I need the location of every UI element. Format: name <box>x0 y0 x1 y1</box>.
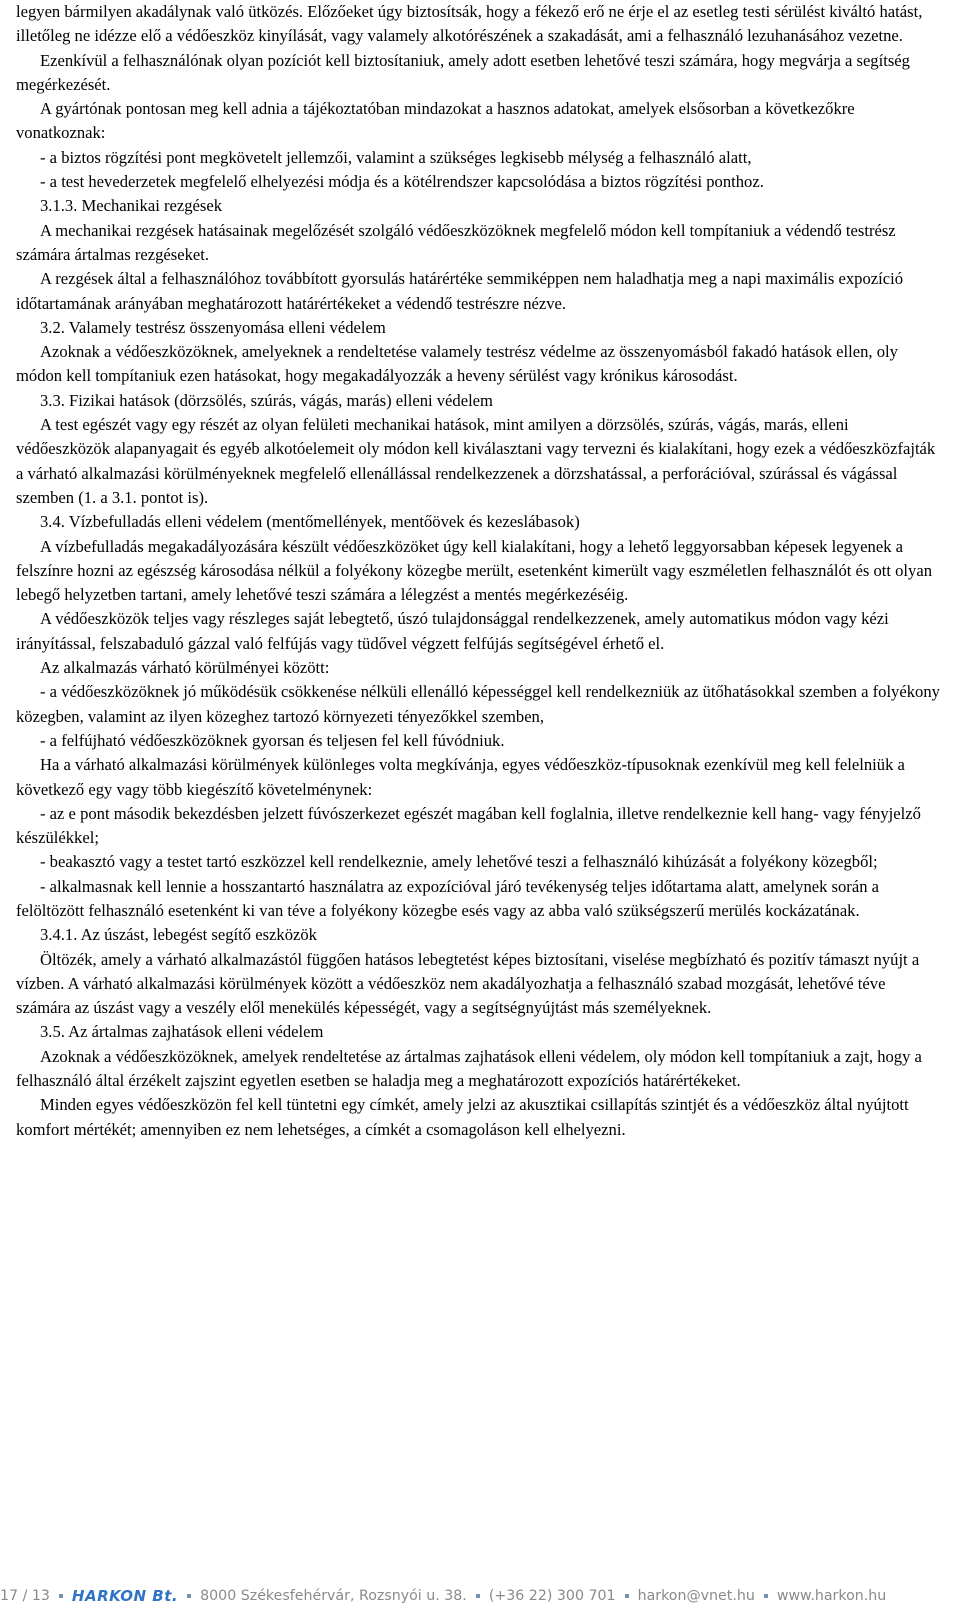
paragraph: - a biztos rögzítési pont megkövetelt jellemzői, valamint a szükséges legkisebb mélység a felhasználó alatt, <box>40 147 752 167</box>
paragraph: A test egészét vagy egy részét az olyan felületi mechanikai hatások, mint amilyen a dörzsölés, szúrás, vágás, marás, elleni védőeszközök alapanyagait és egyéb alkotóelemeit oly módon kell kiválasztani vagy tervezni és kialakítani, hogy ezek a védőeszközfajták a várható alkalmazási körülményeknek megfelelő ellenállással rendelkezzenek a dörzshatással, a perforációval, szúrással és vágással szemben (1. a 3.1. pontot is). <box>16 415 936 507</box>
separator-square-icon <box>764 1594 768 1598</box>
paragraph: Az alkalmazás várható körülményei között: <box>40 658 330 678</box>
company-address: 8000 Székesfehérvár, Rozsnyói u. 38. <box>200 1588 467 1604</box>
separator-square-icon <box>59 1594 63 1598</box>
separator-square-icon <box>625 1594 629 1598</box>
paragraph: A vízbefulladás megakadályozására készült védőeszközöket úgy kell kialakítani, hogy a lehető leggyorsabban képesek legyenek a felszínre hozni az egészség károsodása nélkül a folyékony közegbe merült, esetenként kimerült vagy eszméletlen felhasználót és ott olyan lebegő helyzetben tartani, amely lehetővé teszi számára a lélegzést a mentés megérkezéséig. <box>16 536 933 605</box>
paragraph: 3.4.1. Az úszást, lebegést segítő eszközök <box>40 925 317 945</box>
paragraph: A védőeszközök teljes vagy részleges saját lebegtető, úszó tulajdonsággal rendelkezzenek, amely automatikus módon vagy kézi irányítással, felszabaduló gázzal való felfújás vagy tüdővel végzett felfújás segítségével érhető el. <box>16 609 889 653</box>
paragraph: - beakasztó vagy a testet tartó eszközzel kell rendelkeznie, amely lehetővé teszi a felhasználó kihúzását a folyékony közegből; <box>40 852 878 872</box>
paragraph: - az e pont második bekezdésben jelzett fúvószerkezet egészét magában kell foglalnia, illetve rendelkeznie kell hang- vagy fényjelző készülékkel; <box>16 803 921 848</box>
company-email[interactable]: harkon@vnet.hu <box>637 1588 755 1604</box>
paragraph: 3.5. Az ártalmas zajhatások elleni védelem <box>40 1022 324 1042</box>
paragraph: 3.3. Fizikai hatások (dörzsölés, szúrás, vágás, marás) elleni védelem <box>40 390 493 410</box>
paragraph: - a test hevederzetek megfelelő elhelyezési módja és a kötélrendszer kapcsolódása a biztos rögzítési ponthoz. <box>40 172 764 192</box>
paragraph: - a védőeszközöknek jó működésük csökkenése nélküli ellenálló képességgel kell rendelkezniük az ütőhatásokkal szemben a folyékony közegben, valamint az ilyen közeghez tartozó környezeti tényezőkkel szemben, <box>16 682 940 726</box>
paragraph: Ha a várható alkalmazási körülmények különleges volta megkívánja, egyes védőeszköz-típusoknak ezenkívül meg kell felelniük a következő egy vagy több kiegészítő követelménynek: <box>16 755 905 799</box>
paragraph: Öltözék, amely a várható alkalmazástól függően hatásos lebegtetést képes biztosítani, viselése megbízható és pozitív támaszt nyújt a vízben. A várható alkalmazási körülmények között a védőeszköz nem akadályozhatja a felhasználó szabad mozgását, lehetővé téve számára az úszást vagy a veszély elől menekülés képességét, vagy a segítségnyújtást más személyeknek. <box>16 949 920 1018</box>
paragraph: A gyártónak pontosan meg kell adnia a tájékoztatóban mindazokat a hasznos adatokat, amelyek elsősorban a következőkre vonatkoznak: <box>16 99 855 143</box>
page-footer <box>0 1584 960 1608</box>
paragraph: - a felfújható védőeszközöknek gyorsan és teljesen fel kell fúvódniuk. <box>40 730 505 750</box>
company-phone: (+36 22) 300 701 <box>488 1588 616 1604</box>
separator-square-icon <box>476 1594 480 1598</box>
paragraph: 3.4. Vízbefulladás elleni védelem (mentőmellények, mentőövek és kezeslábasok) <box>40 512 580 532</box>
paragraph: Ezenkívül a felhasználónak olyan pozíciót kell biztosítaniuk, amely adott esetben lehetővé teszi számára, hogy megvárja a segítség megérkezését. <box>16 50 910 94</box>
paragraph: 3.1.3. Mechanikai rezgések <box>40 196 222 216</box>
paragraph: Minden egyes védőeszközön fel kell tüntetni egy címkét, amely jelzi az akusztikai csillapítás szintjét és a védőeszköz által nyújtott komfort mértékét; amennyiben ez nem lehetséges, a címkét a csomagoláson kell elhelyezni. <box>16 1095 909 1139</box>
page-number: 17 / 13 <box>0 1588 50 1604</box>
paragraph: 3.2. Valamely testrész összenyomása elleni védelem <box>40 317 386 337</box>
paragraph: A mechanikai rezgések hatásainak megelőzését szolgáló védőeszközöknek megfelelő módon kell tompítaniuk a védendő testrész számára ártalmas rezgéseket. <box>16 220 896 264</box>
paragraph: Azoknak a védőeszközöknek, amelyeknek a rendeltetése valamely testrész védelme az összenyomásból fakadó hatások ellen, oly módon kell tompítaniuk ezen hatásokat, hogy megakadályozzák a heveny sérülést vagy krónikus károsodást. <box>16 342 898 386</box>
paragraph: - alkalmasnak kell lennie a hosszantartó használatra az expozícióval járó tevékenység teljes időtartama alatt, amelynek során a felöltözött felhasználó esetenként ki van téve a folyékony közegbe esés vagy az abba való szükségszerű merülés kockázatának. <box>16 876 880 920</box>
company-logo: HARKON Bt. <box>71 1587 179 1605</box>
paragraph: Azoknak a védőeszközöknek, amelyek rendeltetése az ártalmas zajhatások elleni védelem, oly módon kell tompítaniuk a zajt, hogy a felhasználó által érzékelt zajszint egyetlen esetben se haladja meg a meghatározott expozíciós határértékeket. <box>16 1046 922 1091</box>
paragraph: A rezgések által a felhasználóhoz továbbított gyorsulás határértéke semmiképpen nem haladhatja meg a napi maximális expozíció időtartamának arányában meghatározott határértékeket a védendő testrészre nézve. <box>16 269 904 313</box>
separator-square-icon <box>187 1594 191 1598</box>
document-body <box>16 0 942 1142</box>
company-website[interactable]: www.harkon.hu <box>776 1588 887 1604</box>
paragraph: legyen bármilyen akadálynak való ütközés. Előzőeket úgy biztosítsák, hogy a fékező erő ne érje el az esetleg testi sérülést kiváltó hatást, illetőleg ne idézze elő a védőeszköz kinyílását, vagy valamely alkotórészének a szakadását, ami a felhasználó lezuhanásához vezetne. <box>16 2 923 46</box>
